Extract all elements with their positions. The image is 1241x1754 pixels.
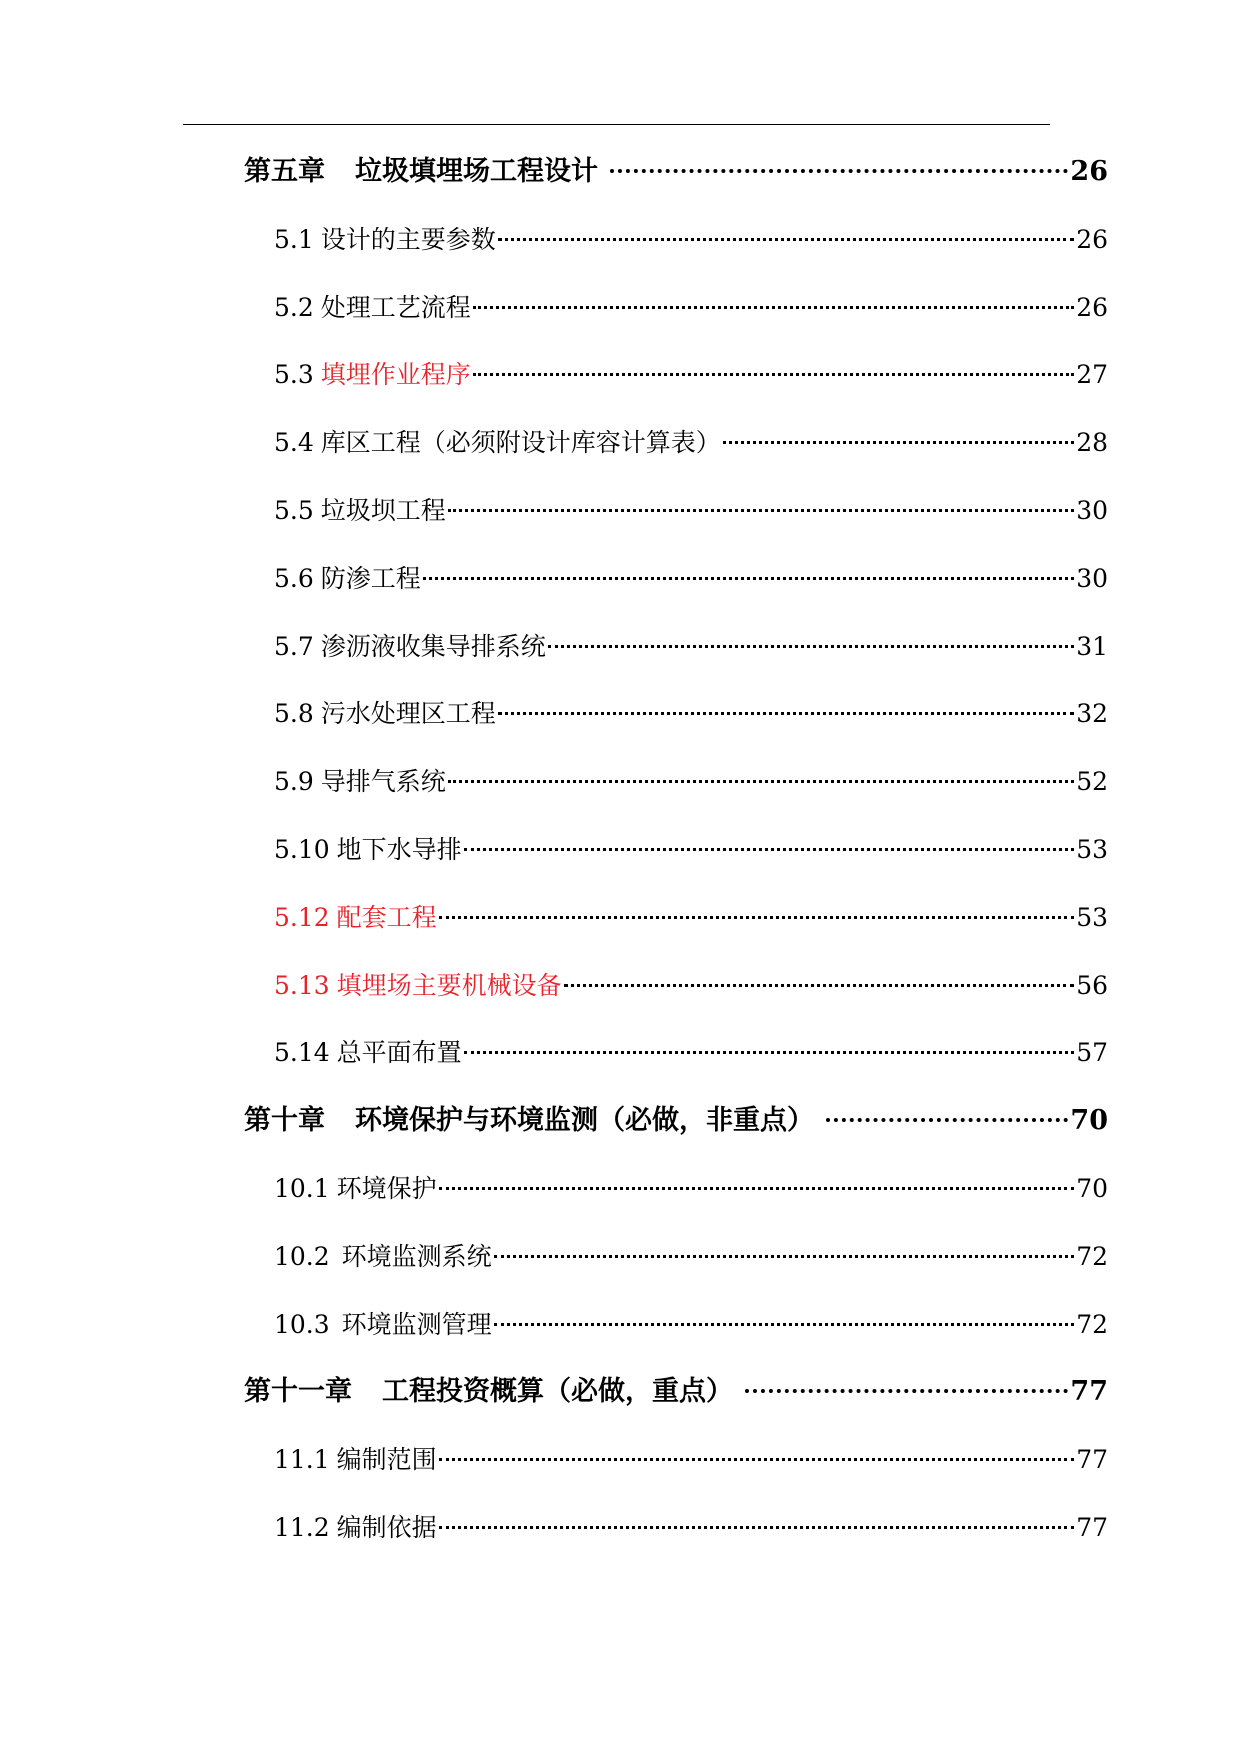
toc-dot-leader — [473, 373, 1074, 376]
toc-section-entry[interactable] — [274, 423, 1108, 463]
toc-dot-leader — [439, 1187, 1075, 1190]
toc-entry-number: 5.13 — [274, 970, 330, 1000]
toc-entry-number: 5.3 — [274, 360, 314, 390]
toc-page-number: 52 — [1076, 767, 1108, 797]
toc-dot-leader — [448, 780, 1074, 783]
toc-page-number: 77 — [1076, 1513, 1108, 1542]
toc-entry-number: 11.2 — [274, 1513, 330, 1542]
toc-section-entry[interactable] — [274, 559, 1108, 599]
toc-page-number: 57 — [1076, 1038, 1108, 1068]
toc-page-number: 32 — [1076, 699, 1108, 729]
toc-dot-leader — [564, 984, 1075, 987]
toc-entry-title: 库区工程（必须附设计库容计算表） — [320, 428, 721, 458]
header-rule — [183, 124, 1050, 125]
toc-dot-leader — [494, 1323, 1075, 1326]
toc-entry-number: 5.14 — [274, 1038, 330, 1068]
toc-dot-leader — [448, 509, 1074, 512]
toc-dot-leader — [723, 441, 1074, 444]
toc-page-number: 26 — [1076, 292, 1108, 322]
toc-page-number: 72 — [1076, 1309, 1108, 1339]
toc-dot-leader — [464, 1051, 1075, 1054]
toc-section-entry[interactable] — [274, 898, 1108, 938]
toc-entry-title: 垃圾坝工程 — [320, 496, 446, 525]
toc-entry-number: 第十一章 — [244, 1376, 352, 1408]
toc-page-number: 53 — [1076, 902, 1108, 932]
toc-entry-title: 地下水导排 — [336, 835, 462, 864]
toc-entry-number: 5.6 — [274, 563, 314, 593]
toc-dot-leader — [498, 238, 1074, 241]
toc-dot-leader — [464, 848, 1075, 851]
toc-page-number: 72 — [1076, 1241, 1108, 1271]
toc-section-entry[interactable] — [274, 220, 1108, 260]
toc-entry-title: 导排气系统 — [320, 767, 446, 797]
toc-entry-number: 5.2 — [274, 292, 314, 322]
toc-entry-title: 污水处理区工程 — [320, 699, 496, 729]
toc-entry-title: 垃圾填埋场工程设计 — [355, 156, 598, 187]
toc-entry-number: 5.4 — [274, 428, 314, 458]
toc-dot-leader — [826, 1118, 1068, 1122]
toc-section-entry[interactable] — [274, 694, 1108, 734]
toc-dot-leader — [439, 916, 1075, 919]
toc-entry-title: 填埋作业程序 — [320, 360, 471, 390]
toc-page-number: 26 — [1070, 156, 1108, 187]
toc-entry-number: 5.1 — [274, 224, 314, 254]
toc-section-entry[interactable] — [274, 1033, 1108, 1073]
toc-section-entry[interactable] — [274, 830, 1108, 870]
toc-entry-title: 工程投资概算（必做，重点） — [382, 1376, 733, 1408]
toc-entry-title: 设计的主要参数 — [320, 224, 496, 254]
toc-dot-leader — [548, 645, 1074, 648]
toc-entry-number: 5.10 — [274, 835, 330, 864]
toc-entry-number: 10.3 — [274, 1309, 330, 1339]
toc-section-entry[interactable] — [274, 1305, 1108, 1345]
toc-page-number: 77 — [1076, 1445, 1108, 1475]
toc-entry-number: 5.12 — [274, 902, 330, 932]
toc-page-number: 26 — [1076, 224, 1108, 254]
toc-section-entry[interactable] — [274, 966, 1108, 1006]
toc-section-entry[interactable] — [274, 1508, 1108, 1548]
toc-dot-leader — [423, 577, 1074, 580]
toc-section-entry[interactable] — [274, 1440, 1108, 1480]
toc-page-number: 70 — [1070, 1105, 1108, 1137]
toc-chapter-entry[interactable] — [244, 1372, 1108, 1412]
toc-entry-number: 10.2 — [274, 1241, 330, 1271]
toc-dot-leader — [439, 1458, 1075, 1461]
toc-entry-title: 编制范围 — [336, 1445, 437, 1475]
toc-entry-number: 5.7 — [274, 631, 314, 661]
toc-page-number: 30 — [1076, 496, 1108, 525]
toc-chapter-entry[interactable] — [244, 1101, 1108, 1141]
toc-section-entry[interactable] — [274, 355, 1108, 395]
toc-entry-title: 配套工程 — [336, 902, 437, 932]
toc-section-entry[interactable] — [274, 762, 1108, 802]
toc-entry-title: 环境监测系统 — [341, 1241, 492, 1271]
toc-entry-title: 填埋场主要机械设备 — [336, 970, 562, 1000]
toc-section-entry[interactable] — [274, 288, 1108, 328]
toc-section-entry[interactable] — [274, 491, 1108, 531]
toc-entry-title: 环境保护 — [336, 1174, 437, 1203]
toc-entry-title: 渗沥液收集导排系统 — [320, 631, 546, 661]
toc-page-number: 28 — [1076, 428, 1108, 458]
toc-entry-number: 10.1 — [274, 1174, 330, 1203]
toc-dot-leader — [473, 306, 1074, 309]
toc-entry-title: 编制依据 — [336, 1513, 437, 1542]
toc-entry-number: 11.1 — [274, 1445, 330, 1475]
toc-entry-title: 防渗工程 — [320, 563, 421, 593]
toc-page-number: 77 — [1070, 1376, 1108, 1408]
toc-entry-title: 处理工艺流程 — [320, 292, 471, 322]
toc-entry-number: 5.8 — [274, 699, 314, 729]
toc-section-entry[interactable] — [274, 627, 1108, 667]
toc-dot-leader — [498, 712, 1074, 715]
toc-dot-leader — [494, 1255, 1075, 1258]
toc-entry-title: 环境监测管理 — [341, 1309, 492, 1339]
toc-entry-number: 第十章 — [244, 1105, 325, 1137]
toc-dot-leader — [745, 1389, 1068, 1393]
toc-section-entry[interactable] — [274, 1169, 1108, 1209]
toc-entry-number: 5.9 — [274, 767, 314, 797]
toc-entry-title: 总平面布置 — [336, 1038, 462, 1068]
toc-entry-number: 第五章 — [244, 156, 325, 187]
toc-dot-leader — [610, 169, 1068, 173]
toc-section-entry[interactable] — [274, 1237, 1108, 1277]
toc-page-number: 27 — [1076, 360, 1108, 390]
toc-dot-leader — [439, 1526, 1075, 1529]
toc-chapter-entry[interactable] — [244, 152, 1108, 192]
toc-page-number: 30 — [1076, 563, 1108, 593]
toc-page-number: 31 — [1076, 631, 1108, 661]
toc-page-number: 53 — [1076, 835, 1108, 864]
toc-entry-title: 环境保护与环境监测（必做，非重点） — [355, 1105, 814, 1137]
toc-entry-number: 5.5 — [274, 496, 314, 525]
toc-page-number: 70 — [1076, 1174, 1108, 1203]
toc-page-number: 56 — [1076, 970, 1108, 1000]
